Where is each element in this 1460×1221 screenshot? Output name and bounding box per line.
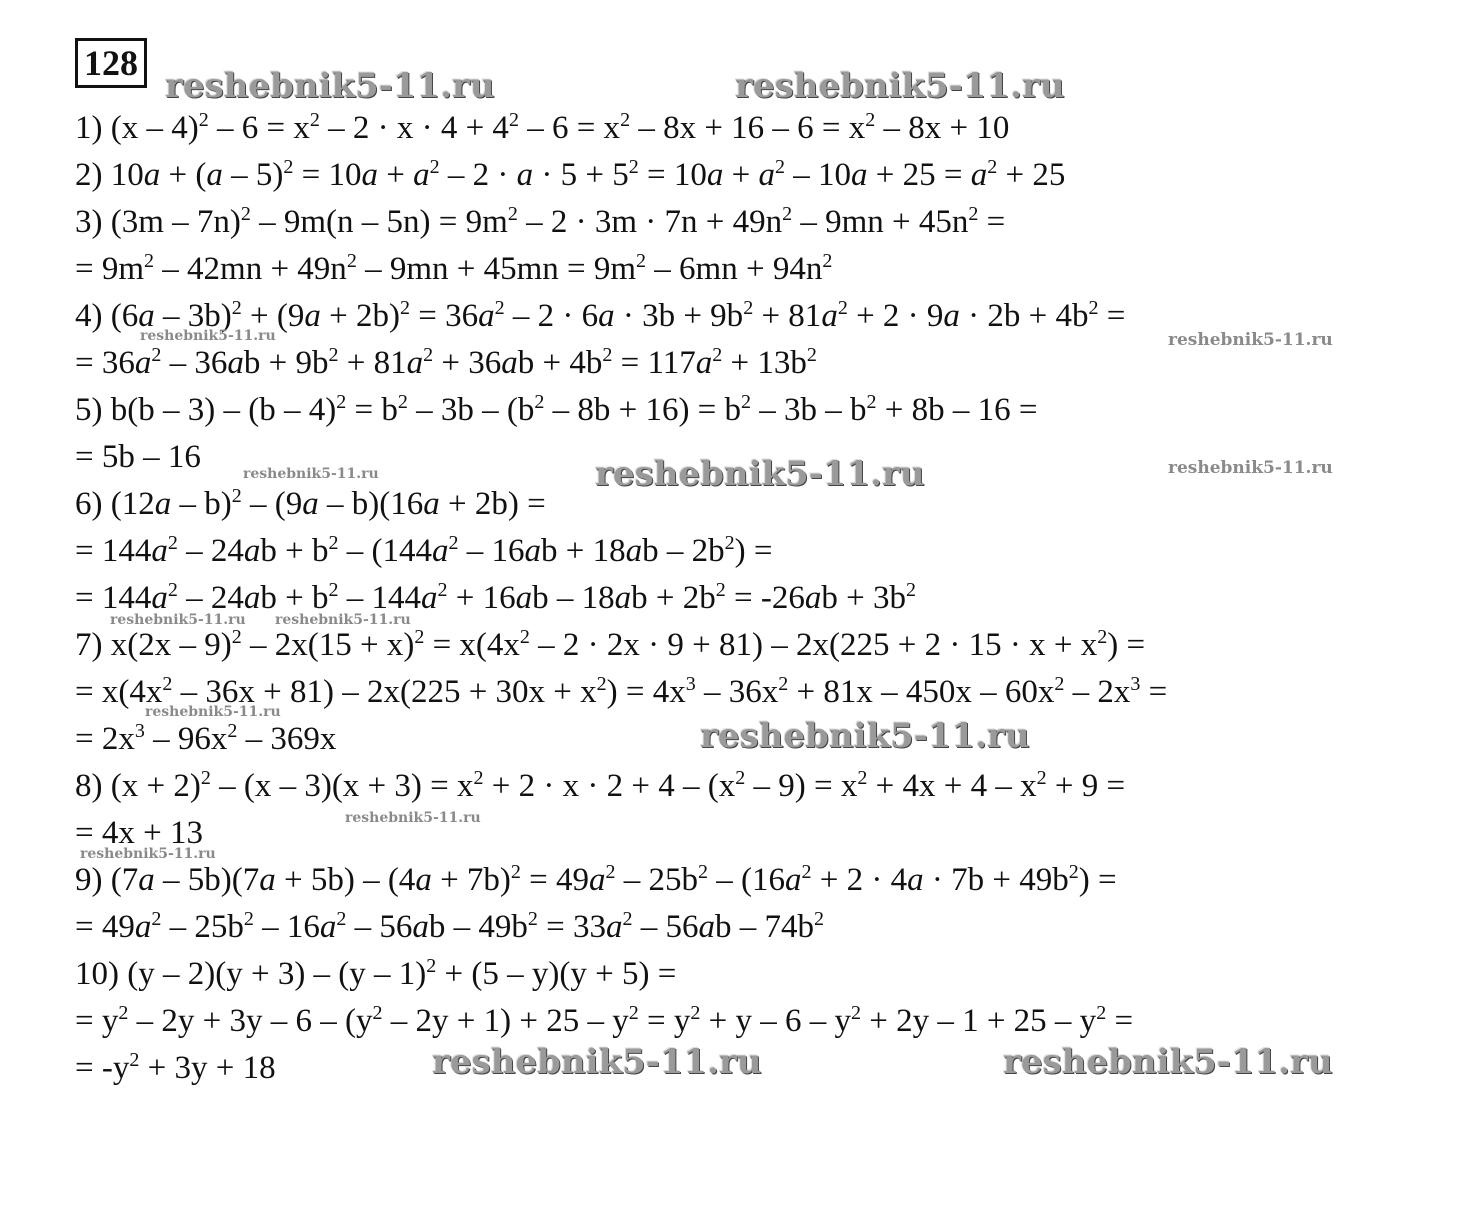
watermark: reshebnik5-11.ru <box>80 846 216 862</box>
solution-line-6-cont2: = $144a^2 - 24ab + b^2 - 144a^2 + 16ab - 18ab + 2b^2 = -26ab + 3b^2$ <box>75 579 916 616</box>
solution-line-7-cont2: = $2x^3 - 96x^2 - 369x$ <box>75 720 337 757</box>
solution-line-5-cont: = 5b – 16 <box>75 439 201 475</box>
watermark: reshebnik5-11.ru <box>432 1042 762 1082</box>
solution-line-1: 1) $(x - 4)^2 - 6 = x^2 - 2 \cdot x \cdot 4 + 4^2 - 6 = x^2 - 8x + 16 - 6 = x^2 - 8x + 10$ <box>75 109 1010 146</box>
watermark: reshebnik5-11.ru <box>700 716 1030 756</box>
solution-line-3-cont: = $9m^2 - 42mn + 49n^2 - 9mn + 45mn = 9m^2 - 6mn + 94n^2$ <box>75 250 833 287</box>
solution-line-10-cont1: = $y^2 - 2y + 3y - 6 - (y^2 - 2y + 1) + 25 - y^2 = y^2 + y - 6 - y^2 + 2y - 1 + 25 - y^2$ = <box>75 1002 1134 1039</box>
solution-line-7-cont1: = $x(4x^2 - 36x + 81) - 2x(225 + 30x + x^2) = 4x^3 - 36x^2 + 81x - 450x - 60x^2 - 2x^3$ = <box>75 673 1168 710</box>
watermark: reshebnik5-11.ru <box>275 612 411 628</box>
solution-line-6-cont1: = $144a^2 - 24ab + b^2 - (144a^2 - 16ab + 18ab - 2b^2)$ = <box>75 532 773 569</box>
watermark: reshebnik5-11.ru <box>145 704 281 720</box>
watermark: reshebnik5-11.ru <box>1003 1042 1333 1082</box>
solution-line-9-cont: = $49a^2 - 25b^2 - 16a^2 - 56ab - 49b^2 = 33a^2 - 56ab - 74b^2$ <box>75 908 824 945</box>
solution-line-4-cont: = $36a^2 - 36ab + 9b^2 + 81a^2 + 36ab + 4b^2 = 117a^2 + 13b^2$ <box>75 344 817 381</box>
watermark: reshebnik5-11.ru <box>140 328 276 344</box>
watermark: reshebnik5-11.ru <box>243 466 379 482</box>
solution-line-5: 5) $b(b - 3) - (b - 4)^2 = b^2 - 3b - (b^2 - 8b + 16) = b^2 - 3b - b^2 + 8b - 16$ = <box>75 391 1038 428</box>
solution-line-2: 2) $10a + (a - 5)^2 = 10a + a^2 - 2 \cdot a \cdot 5 + 5^2 = 10a + a^2 - 10a + 25 = a^2 + 25$ <box>75 156 1066 193</box>
task-number-box: 128 <box>75 38 147 88</box>
solution-line-4: 4) $(6a - 3b)^2 + (9a + 2b)^2 = 36a^2 - 2 \cdot 6a \cdot 3b + 9b^2 + 81a^2 + 2 \cdot 9a \cdot 2b + 4b^2$ = <box>75 297 1126 334</box>
solution-line-7: 7) $x(2x - 9)^2 - 2x(15 + x)^2 = x(4x^2 - 2 \cdot 2x \cdot 9 + 81) - 2x(225 + 2 \cdot 15 \cdot x + x^2)$ = <box>75 626 1146 663</box>
solution-line-6: 6) (12a – b)$^2$ – (9a – b)(16a + 2b) = <box>75 485 546 522</box>
watermark: reshebnik5-11.ru <box>1168 330 1333 350</box>
solution-line-9: 9) $(7a - 5b)(7a + 5b) - (4a + 7b)^2 = 49a^2 - 25b^2 - (16a^2 + 2 \cdot 4a \cdot 7b + 49b^2)$ = <box>75 861 1117 898</box>
watermark: reshebnik5-11.ru <box>110 612 246 628</box>
solution-line-10: 10) (y – 2)(y + 3) – (y – 1)$^2$ + (5 – y)(y + 5) = <box>75 955 677 992</box>
watermark: reshebnik5-11.ru <box>345 810 481 826</box>
watermark: reshebnik5-11.ru <box>735 66 1065 106</box>
watermark: reshebnik5-11.ru <box>595 454 925 494</box>
solution-line-3: 3) $(3m - 7n)^2 - 9m(n - 5n) = 9m^2 - 2 \cdot 3m \cdot 7n + 49n^2 - 9mn + 45n^2$ = <box>75 203 1006 240</box>
watermark: reshebnik5-11.ru <box>165 66 495 106</box>
watermark: reshebnik5-11.ru <box>1168 458 1333 478</box>
solution-line-8: 8) $(x + 2)^2 - (x - 3)(x + 3) = x^2 + 2 \cdot x \cdot 2 + 4 - (x^2 - 9) = x^2 + 4x + 4 - x^2 + 9$ = <box>75 767 1126 804</box>
solution-line-10-cont2: = $-y^2 + 3y + 18$ <box>75 1049 276 1086</box>
solution-line-8-cont: = 4x + 13 <box>75 815 203 851</box>
